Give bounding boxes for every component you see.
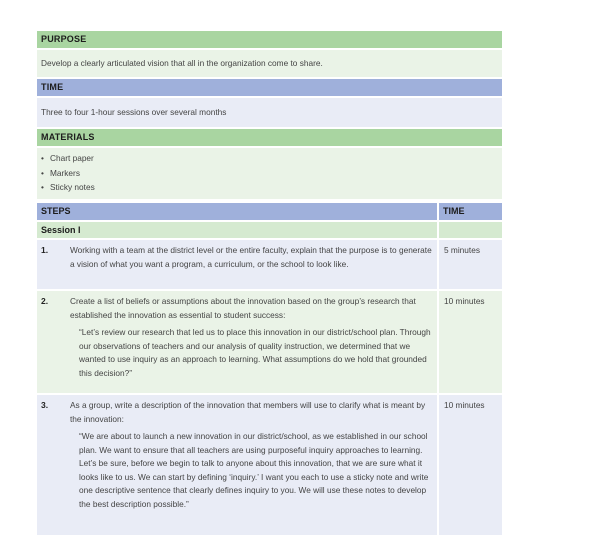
time-heading: TIME	[37, 79, 502, 96]
step-content	[70, 399, 436, 535]
step-time: 10 minutes	[439, 291, 502, 393]
material-label: Sticky notes	[50, 182, 95, 192]
list-item	[41, 151, 502, 166]
bullet-icon: •	[41, 167, 44, 178]
step-time: 5 minutes	[439, 240, 502, 289]
material-label: Chart paper	[50, 153, 94, 163]
steps-heading: STEPS	[37, 203, 437, 220]
bullet-icon: •	[41, 182, 44, 192]
step-text: As a group, write a description of the innovation that members will use to clarify what is meant by the innovation:	[70, 400, 426, 424]
materials-heading: MATERIALS	[37, 129, 502, 146]
table-row	[37, 395, 502, 535]
steps-header-row	[37, 203, 502, 220]
list-item	[41, 180, 502, 195]
step-time: 10 minutes	[439, 395, 502, 535]
step-quote: “We are about to launch a new innovation in our district/school, as we established in our school plan. We want to ensure that all teachers are using purposeful inquiry approaches to learning. Let’s be sure, before we begin to talk to anyone about this innovation, that we are sure what it looks like to us. We can start by defining ‘inquiry.’ I want you each to use a sticky note and write one descriptive sentence that clearly defines inquiry to you. We will use these notes to develop the best description possible.”	[79, 431, 429, 509]
material-label: Markers	[50, 167, 80, 178]
step-text: Working with a team at the district level or the entire faculty, explain that the purpose is to generate a vision of what you want a program, a curriculum, or the school to look like.	[70, 245, 432, 269]
time-text: Three to four 1-hour sessions over several months	[37, 98, 502, 127]
bullet-icon: •	[41, 153, 44, 163]
list-item	[41, 166, 502, 181]
session-label: Session I	[37, 222, 437, 238]
table-row	[37, 291, 502, 393]
step-text: Create a list of beliefs or assumptions about the innovation based on the group’s research that established the innovation as essential to student success:	[70, 296, 416, 320]
time-column-heading: TIME	[439, 203, 502, 220]
step-cell	[37, 240, 437, 289]
step-content	[70, 295, 436, 393]
step-cell	[37, 291, 437, 393]
step-cell	[37, 395, 437, 535]
protocol-document	[37, 31, 502, 537]
table-row	[37, 240, 502, 289]
step-number: 2.	[41, 296, 49, 306]
step-number: 3.	[41, 400, 49, 410]
step-quote: “Let’s review our research that led us to place this innovation in our district/school plan. Through our observations of teachers and our analysis of quality instruction, we determined that we wanted to use inquiry as an approach to learning. What assumptions do we hold that grounded this decision?”	[79, 327, 431, 378]
step-number: 1.	[41, 245, 49, 255]
materials-list	[37, 148, 502, 199]
purpose-text: Develop a clearly articulated vision that all in the organization come to share.	[37, 50, 502, 77]
session-time-cell	[439, 222, 502, 238]
purpose-heading: PURPOSE	[37, 31, 502, 48]
session-row	[37, 222, 502, 238]
